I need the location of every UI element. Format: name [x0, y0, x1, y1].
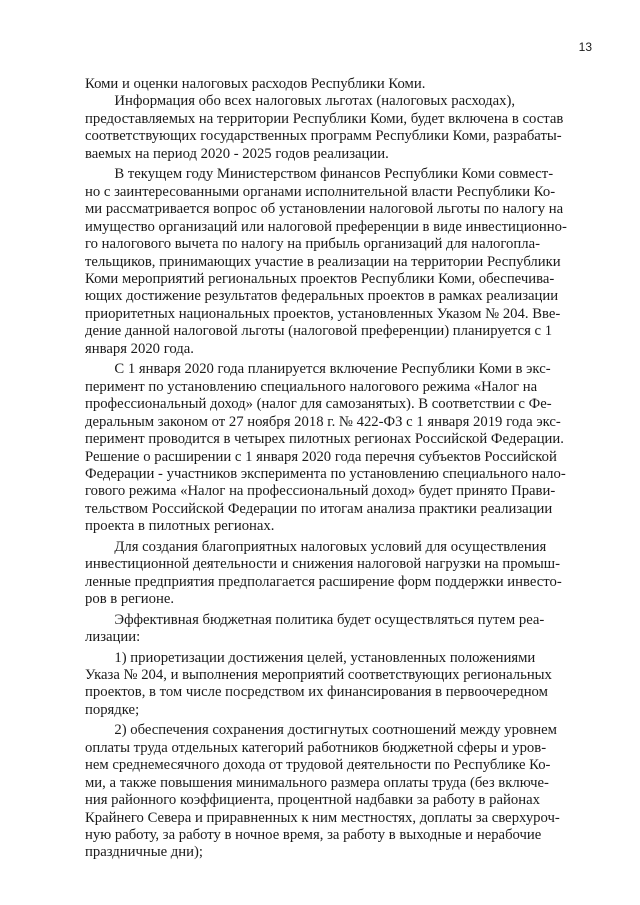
text-line: дение данной налоговой льготы (налоговой преференции) планируется с 1: [85, 323, 553, 340]
text-line: но с заинтересованными органами исполнительной власти Республики Ко-: [85, 183, 556, 200]
text-line: лизации:: [85, 629, 141, 646]
text-line: В текущем году Министерством финансов Республики Коми совмест-: [85, 166, 554, 183]
text-line: ров в регионе.: [85, 591, 175, 608]
text-line: ми, а также повышения минимального размера оплаты труда (без включе-: [85, 774, 549, 791]
text-line: Решение о расширении с 1 января 2020 года перечня субъектов Российской: [85, 448, 557, 465]
text-line: ленные предприятия предполагается расширение форм поддержки инвесто-: [85, 573, 562, 590]
text-line: ния районного коэффициента, процентной надбавки за работу в районах: [85, 792, 540, 809]
text-line: Федерации - участников эксперимента по установлению специального нало-: [85, 465, 566, 482]
page-number: 13: [578, 40, 592, 54]
document-body-text: [85, 76, 585, 862]
text-line: перимент проводится в четырех пилотных регионах Российской Федерации.: [85, 431, 564, 448]
text-line: ми рассматривается вопрос об установлении налоговой льготы по налогу на: [85, 201, 564, 218]
text-line: января 2020 года.: [85, 340, 194, 357]
text-line: 1) приоретизации достижения целей, установленных положениями: [85, 649, 536, 666]
text-line: тельством Российской Федерации по итогам анализа практики реализации: [85, 500, 553, 517]
text-line: ющих достижение результатов федеральных проектов в рамках реализации: [85, 288, 559, 305]
text-line: предоставляемых на территории Республики Коми, будет включена в состав: [85, 110, 564, 127]
text-line: приоритетных национальных проектов, установленных Указом № 204. Вве-: [85, 305, 561, 322]
text-line: инвестиционной деятельности и снижения налоговой нагрузки на промыш-: [85, 556, 560, 573]
text-line: соответствующих государственных программ Республики Коми, разрабаты-: [85, 128, 562, 145]
text-line: ную работу, за работу в ночное время, за работу в выходные и нерабочие: [85, 827, 542, 844]
text-line: го налогового вычета по налогу на прибыль организаций для налогопла-: [85, 236, 540, 253]
text-line: ваемых на период 2020 - 2025 годов реализации.: [85, 145, 389, 162]
text-line: проекта в пилотных регионах.: [85, 518, 275, 535]
text-line: проектов, в том числе посредством их финансирования в первоочередном: [85, 684, 548, 701]
text-line: нем среднемесячного дохода от трудовой деятельности по Республике Ко-: [85, 757, 551, 774]
text-line: праздничные дни);: [85, 844, 203, 861]
text-line: перимент по установлению специального налогового режима «Налог на: [85, 378, 538, 395]
text-line: Указа № 204, и выполнения мероприятий соответствующих региональных: [85, 666, 552, 683]
text-line: Коми мероприятий региональных проектов Республики Коми, обеспечива-: [85, 270, 555, 287]
text-line: 2) обеспечения сохранения достигнутых соотношений между уровнем: [85, 722, 557, 739]
text-line: деральным законом от 27 ноября 2018 г. № 422-ФЗ с 1 января 2019 года экс-: [85, 413, 561, 430]
text-line: порядке;: [85, 701, 140, 718]
text-line: профессиональный доход» (налог для самозанятых). В соответствии с Фе-: [85, 396, 552, 413]
text-line: Крайнего Севера и приравненных к ним местностях, доплаты за сверхуроч-: [85, 809, 560, 826]
text-line: гового режима «Налог на профессиональный доход» будет принято Прави-: [85, 483, 556, 500]
text-line: тельщиков, принимающих участие в реализации на территории Республики: [85, 253, 561, 270]
text-line: Коми и оценки налоговых расходов Республики Коми.: [85, 76, 426, 92]
text-line: С 1 января 2020 года планируется включение Республики Коми в экс-: [85, 361, 551, 378]
text-line: Эффективная бюджетная политика будет осуществляться путем реа-: [85, 611, 545, 628]
text-line: имущество организаций или налоговой преференции в виде инвестиционно-: [85, 218, 567, 235]
text-line: Информация обо всех налоговых льготах (налоговых расходах),: [85, 93, 516, 110]
text-line: Для создания благоприятных налоговых условий для осуществления: [85, 538, 547, 555]
text-line: оплаты труда отдельных категорий работников бюджетной сферы и уров-: [85, 739, 547, 756]
